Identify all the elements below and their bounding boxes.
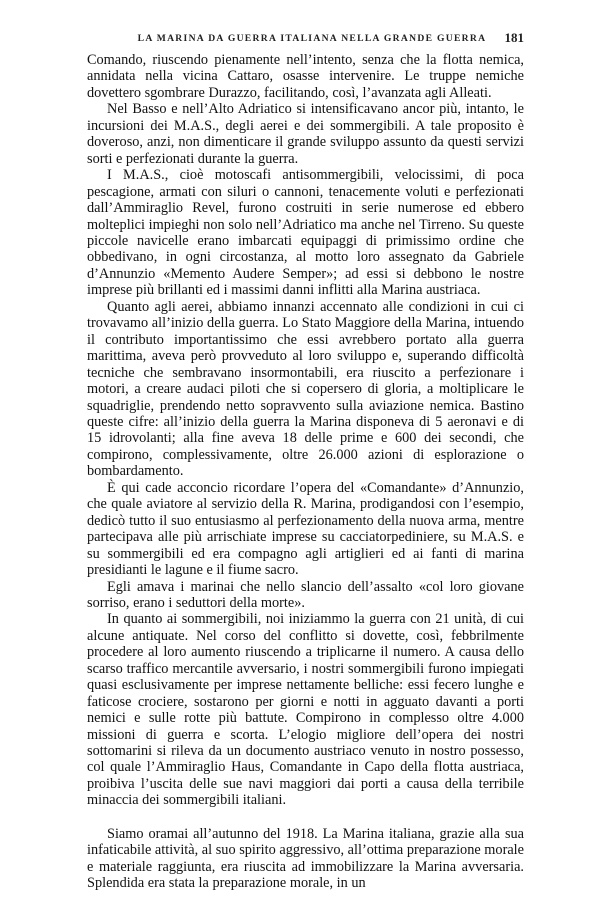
running-head: LA MARINA DA GUERRA ITALIANA NELLA GRANDE GUERRA (137, 33, 487, 44)
paragraph: È qui cade acconcio ricordare l’opera del «Comandante» d’Annunzio, che quale aviatore al servizio della R. Marina, prodigandosi con l’esempio, dedicò tutto il suo entusiasmo al perfezionamento della nuova arma, mentre partecipava alle più arrischiate imprese su cacciatorpediniere, su M.A.S. e su sommergibili ed era compagno agli artiglieri ed ai fanti di marina presidianti le lagune e il fiume sacro. (87, 479, 524, 579)
paragraph: In quanto ai sommergibili, noi iniziammo la guerra con 21 unità, di cui alcune antiquate. Nel corso del conflitto si dovette, così, febbrilmente procedere al loro aumento riuscendo a triplicarne il numero. A causa dello scarso traffico mercantile avversario, i nostri sommergibili furono impiegati quasi esclusivamente per imprese nettamente belliche: essi fecero lunghe e faticose crociere, sostarono per giorni e notti in agguato davanti a porti nemici e sulle rotte più battute. Compirono in complesso oltre 4.000 missioni di guerra e scorta. L’elogio migliore dell’opera dei nostri sottomarini si rileva da un documento austriaco venuto in nostro possesso, col quale l’Ammiraglio Haus, Comandante in Capo della flotta austriaca, proibiva l’uscita delle sue navi maggiori dai porti a causa della terribile minaccia dei sommergibili italiani. (87, 611, 524, 809)
paragraph: Quanto agli aerei, abbiamo innanzi accennato alle condizioni in cui ci trovavamo all’inizio della guerra. Lo Stato Maggiore della Marina, intuendo il contributo importantissimo che essi avrebbero portato alla guerra marittima, aveva però provveduto al loro sviluppo e, superando difficoltà tecniche che sembravano insormontabili, era riuscito a perfezionare i motori, a creare audaci piloti che si copersero di gloria, a moltiplicare le squadriglie, prendendo netto sopravvento sulla aviazione nemica. Bastino queste cifre: all’inizio della guerra la Marina disponeva di 5 aeronavi e di 15 idrovolanti; alla fine aveva 18 delle prime e 600 dei secondi, che compirono, complessivamente, oltre 26.000 azioni di esplorazione o bombardamento. (87, 298, 524, 480)
paragraph: Egli amava i marinai che nello slancio dell’assalto «col loro giovane sorriso, erano i seduttori della morte». (87, 578, 524, 611)
paragraph: I M.A.S., cioè motoscafi antisommergibili, velocissimi, di poca pescagione, armati con siluri o cannoni, tenacemente voluti e perfezionati dall’Ammiraglio Revel, furono costruiti in serie numerose ed ebbero molteplici impieghi non solo nell’Adriatico ma anche nel Tirreno. Su queste piccole navicelle erano imbarcati equipaggi di primissimo ordine che obbedivano, in ogni circostanza, al motto loro assegnato da Gabriele d’Annunzio «Memento Audere Semper»; ad essi si debbono le nostre imprese più brillanti ed i massimi danni inflitti alla Marina austriaca. (87, 167, 524, 299)
paragraph: Siamo oramai all’autunno del 1918. La Marina italiana, grazie alla sua infaticabile attività, al suo spirito aggressivo, all’ottima preparazione morale e materiale raggiunta, era riuscita ad immobilizzare la Marina avversaria. Splendida era stata la preparazione morale, in un (87, 825, 524, 892)
page-number: 181 (504, 30, 524, 45)
paragraph: Nel Basso e nell’Alto Adriatico si intensificavano ancor più, intanto, le incursioni dei M.A.S., degli aerei e dei sommergibili. A tale proposito è doveroso, anzi, non dimenticare il grande sviluppo assunto da questi servizi sorti e perfezionati durante la guerra. (87, 101, 524, 167)
body-text (87, 52, 524, 892)
paragraph: Comando, riuscendo pienamente nell’intento, senza che la flotta nemica, annidata nella vicina Cattaro, osasse intervenire. Le truppe nemiche dovettero sgombrare Durazzo, facilitando, così, l’avanzata agli Alleati. (87, 52, 524, 101)
